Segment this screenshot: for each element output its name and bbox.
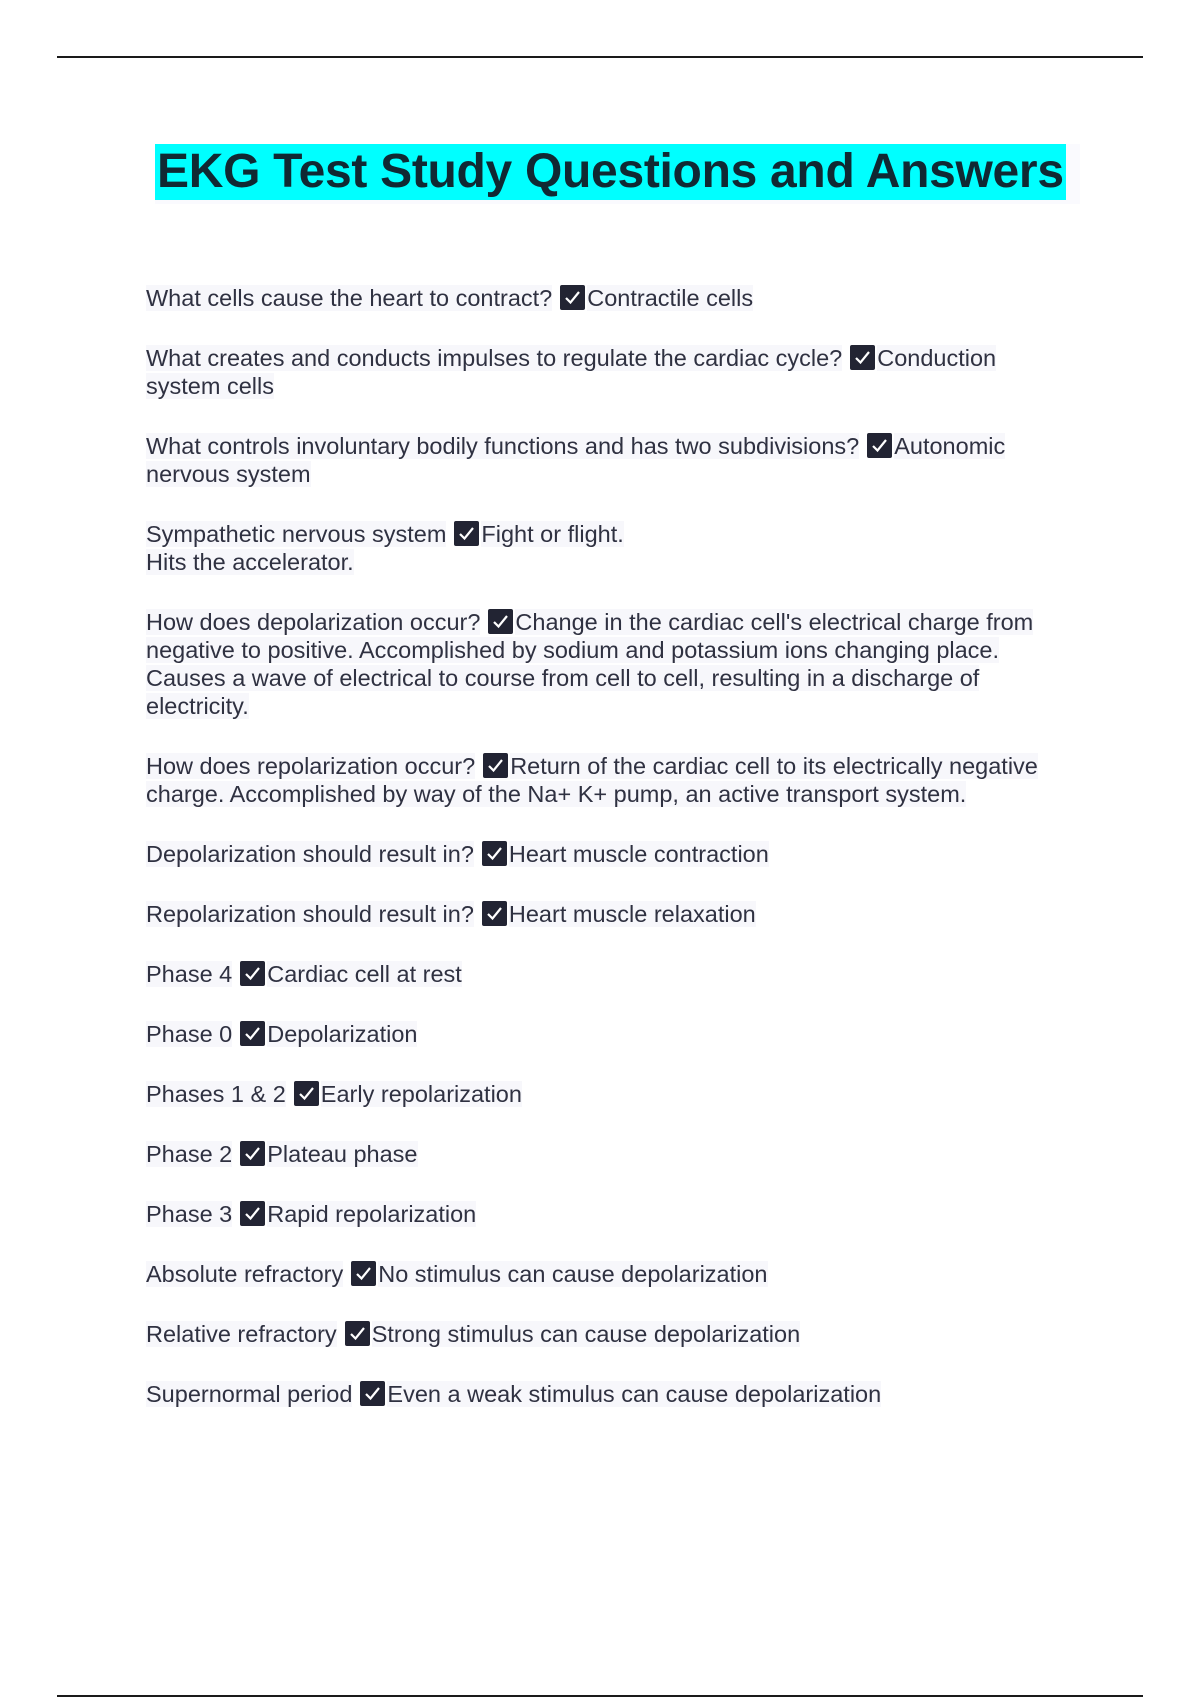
qa-item: [146, 900, 1076, 928]
qa-item: [146, 752, 1076, 808]
checkbox-checked-icon: [351, 1261, 376, 1286]
answer-text: Fight or flight.: [481, 521, 624, 547]
question-text: How does repolarization occur?: [146, 753, 476, 779]
answer-text-line-2: Hits the accelerator.: [146, 549, 354, 575]
bottom-rule: [57, 1695, 1143, 1697]
qa-list: [146, 284, 1076, 1440]
question-text: Repolarization should result in?: [146, 901, 474, 927]
answer-text: Depolarization: [267, 1021, 418, 1047]
checkbox-checked-icon: [345, 1321, 370, 1346]
qa-item: [146, 1200, 1076, 1228]
question-text: Phases 1 & 2: [146, 1081, 286, 1107]
question-text: Phase 2: [146, 1141, 233, 1167]
qa-item: [146, 1320, 1076, 1348]
qa-item: [146, 840, 1076, 868]
checkbox-checked-icon: [240, 1021, 265, 1046]
answer-text: Even a weak stimulus can cause depolarization: [387, 1381, 882, 1407]
question-text: Supernormal period: [146, 1381, 353, 1407]
question-text: Absolute refractory: [146, 1261, 344, 1287]
answer-text: Plateau phase: [267, 1141, 418, 1167]
qa-item: [146, 1260, 1076, 1288]
top-rule: [57, 56, 1143, 58]
question-text: What creates and conducts impulses to regulate the cardiac cycle?: [146, 345, 843, 371]
question-text: Sympathetic nervous system: [146, 521, 447, 547]
qa-item: [146, 432, 1076, 488]
checkbox-checked-icon: [360, 1381, 385, 1406]
question-text: Depolarization should result in?: [146, 841, 474, 867]
checkbox-checked-icon: [488, 609, 513, 634]
answer-text: Autonomic nervous system: [146, 433, 1006, 487]
qa-item: [146, 344, 1076, 400]
checkbox-checked-icon: [454, 521, 479, 546]
answer-text: No stimulus can cause depolarization: [378, 1261, 768, 1287]
qa-item: [146, 1080, 1076, 1108]
checkbox-checked-icon: [867, 433, 892, 458]
qa-item: [146, 608, 1076, 720]
qa-item: [146, 520, 1076, 576]
checkbox-checked-icon: [240, 1201, 265, 1226]
question-text: What controls involuntary bodily functions and has two subdivisions?: [146, 433, 860, 459]
answer-text: Cardiac cell at rest: [267, 961, 462, 987]
answer-text: Heart muscle relaxation: [508, 901, 756, 927]
qa-item: [146, 1020, 1076, 1048]
answer-text: Strong stimulus can cause depolarization: [371, 1321, 801, 1347]
answer-text: Conduction system cells: [146, 345, 997, 399]
answer-text: Rapid repolarization: [267, 1201, 477, 1227]
checkbox-checked-icon: [850, 345, 875, 370]
question-text: Relative refractory: [146, 1321, 337, 1347]
question-text: How does depolarization occur?: [146, 609, 481, 635]
question-text: Phase 4: [146, 961, 233, 987]
answer-text: Early repolarization: [320, 1081, 522, 1107]
answer-text: Change in the cardiac cell's electrical charge from negative to positive. Accomplished by sodium and potassium ions changing place. Causes a wave of electrical to course from cell to cell, resulting in a discharge of electricity.: [146, 609, 1034, 719]
checkbox-checked-icon: [240, 1141, 265, 1166]
checkbox-checked-icon: [294, 1081, 319, 1106]
answer-text: Contractile cells: [587, 285, 754, 311]
qa-item: [146, 1380, 1076, 1408]
checkbox-checked-icon: [560, 285, 585, 310]
qa-item: [146, 284, 1076, 312]
question-text: Phase 0: [146, 1021, 233, 1047]
answer-text: Heart muscle contraction: [508, 841, 769, 867]
checkbox-checked-icon: [240, 961, 265, 986]
checkbox-checked-icon: [482, 841, 507, 866]
checkbox-checked-icon: [483, 753, 508, 778]
question-text: Phase 3: [146, 1201, 233, 1227]
page-title: EKG Test Study Questions and Answers: [157, 145, 1064, 198]
answer-text: Return of the cardiac cell to its electrically negative charge. Accomplished by way of the Na+ K+ pump, an active transport system.: [146, 753, 1038, 807]
question-text: What cells cause the heart to contract?: [146, 285, 553, 311]
qa-item: [146, 960, 1076, 988]
qa-item: [146, 1140, 1076, 1168]
title-block: [155, 144, 1080, 204]
checkbox-checked-icon: [482, 901, 507, 926]
